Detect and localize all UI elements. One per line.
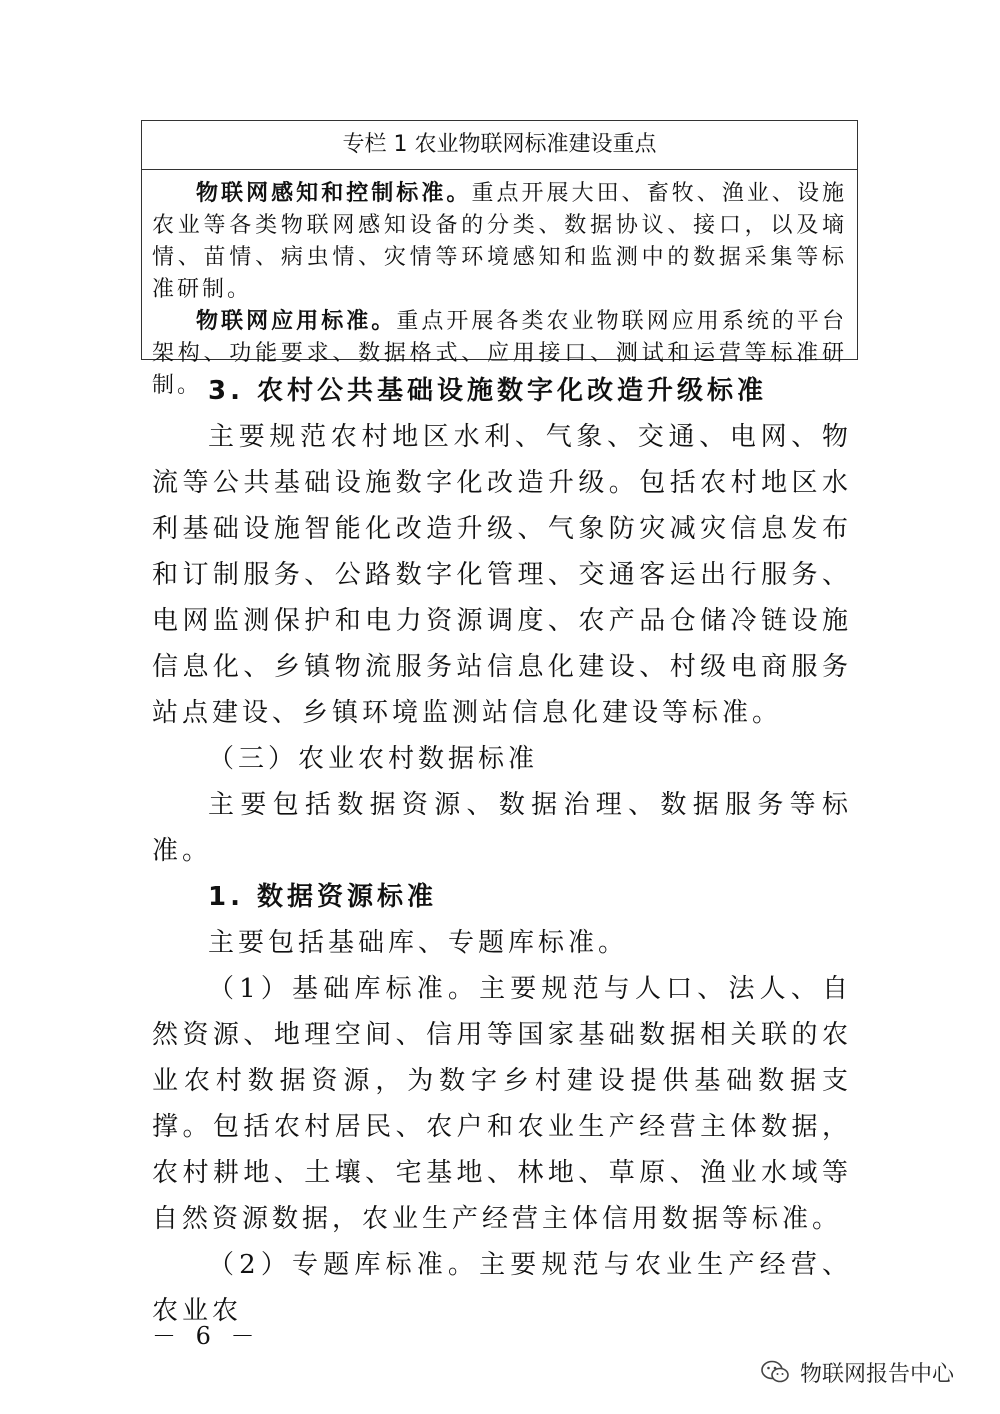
paragraph: （1）基础库标准。主要规范与人口、法人、自然资源、地理空间、信用等国家基础数据相关联的农业农村数据资源，为数字乡村建设提供基础数据支撑。包括农村居民、农户和农业生产经营主体数据，农村耕地、土壤、宅基地、林地、草原、渔业水域等自然资源数据，农业生产经营主体信用数据等标准。 — [152, 974, 852, 1234]
paragraph: 主要包括基础库、专题库标准。 — [208, 928, 629, 958]
box-item — [152, 178, 847, 306]
box-item-text: 重点开展各类农业物联网应用系统的平台架构、功能要求、数据格式、应用接口、测试和运营等标准研制。 — [152, 309, 847, 398]
main-text — [152, 368, 852, 1334]
heading-1: 1. 数据资源标准 — [208, 882, 438, 912]
paragraph: 主要规范农村地区水利、气象、交通、电网、物流等公共基础设施数字化改造升级。包括农村地区水利基础设施智能化改造升级、气象防灾减灾信息发布和订制服务、公路数字化管理、交通客运出行服务、电网监测保护和电力资源调度、农产品仓储冷链设施信息化、乡镇物流服务站信息化建设、村级电商服务站点建设、乡镇环境监测站信息化建设等标准。 — [152, 422, 852, 728]
section-heading: （三）农业农村数据标准 — [208, 744, 539, 774]
watermark — [760, 1352, 954, 1392]
watermark-text: 物联网报告中心 — [800, 1361, 955, 1387]
box-title: 专栏 1 农业物联网标准建设重点 — [142, 121, 857, 170]
box-item-lead: 物联网应用标准。 — [196, 309, 397, 334]
paragraph: （2）专题库标准。主要规范与农业生产经营、农业农 — [152, 1250, 852, 1326]
paragraph: 主要包括数据资源、数据治理、数据服务等标准。 — [152, 790, 852, 866]
box-item-lead: 物联网感知和控制标准。 — [196, 181, 472, 206]
wechat-icon — [760, 1359, 790, 1385]
page-number: － 6 － — [152, 1322, 261, 1350]
box-item-text: 重点开展大田、畜牧、渔业、设施农业等各类物联网感知设备的分类、数据协议、接口，以及墒情、苗情、病虫情、灾情等环境感知和监测中的数据采集等标准研制。 — [152, 181, 847, 302]
heading-3: 3. 农村公共基础设施数字化改造升级标准 — [208, 376, 768, 406]
